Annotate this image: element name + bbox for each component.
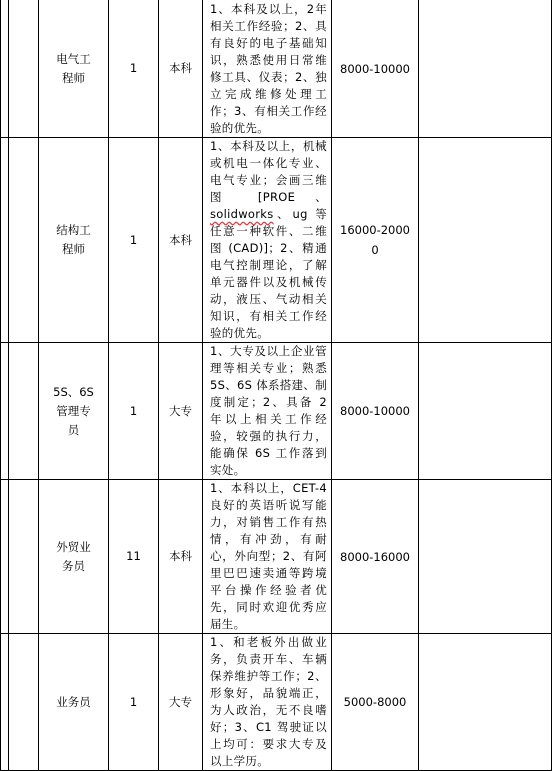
requirements — [203, 138, 332, 343]
table-row — [1, 634, 552, 771]
salary: 8000-16000 — [340, 549, 410, 564]
blank-cell — [419, 138, 552, 343]
table-row — [1, 0, 552, 138]
education: 大专 — [159, 343, 203, 480]
education: 大专 — [159, 634, 203, 771]
requirements-part: 1、本科及以上，机械或机电一体化专业、电气专业；会画三维图 [PROE 、 — [210, 139, 327, 204]
job-title: 结构工程师 — [56, 223, 91, 256]
education: 本科 — [159, 138, 203, 343]
requirements: 1、大专及以上企业管理等相关专业；熟悉5S、6S 体系搭建、制度制定；2、具备 2 年以上相关工作经验，较强的执行力，能确保 6S 工作落到实处。 — [203, 343, 332, 480]
table-row — [1, 343, 552, 480]
blank-cell — [9, 0, 39, 138]
salary: 8000-10000 — [340, 404, 410, 418]
blank-cell — [9, 138, 39, 343]
blank-cell — [419, 634, 552, 771]
headcount: 1 — [109, 634, 159, 771]
job-title: 电气工程师 — [56, 51, 91, 85]
salary: 8000-10000 — [340, 61, 410, 76]
salary: 16000-20000 — [340, 223, 410, 257]
blank-cell — [419, 480, 552, 634]
requirements-part-underlined: solidworks — [210, 207, 274, 221]
blank-cell — [1, 480, 9, 634]
requirements: 1、本科及以上，2年相关工作经验；2、具有良好的电子基础知识，熟悉使用日常维修工具、仪表；2、独立完成维修处理工作；3、有相关工作经验的优先。 — [203, 0, 332, 138]
requirements: 1、和老板外出做业务，负责开车、车辆保养维护等工作；2、形象好，品貌端正，为人政治，无不良嗜好；3、C1 驾驶证以上均可：要求大专及以上学历。 — [203, 634, 332, 771]
education: 本科 — [159, 480, 203, 634]
blank-cell — [9, 480, 39, 634]
blank-cell — [1, 634, 9, 771]
blank-cell — [1, 343, 9, 480]
blank-cell — [419, 343, 552, 480]
salary: 5000-8000 — [343, 695, 407, 709]
headcount: 1 — [109, 138, 159, 343]
headcount: 1 — [109, 343, 159, 480]
job-title: 外贸业务员 — [56, 539, 91, 573]
requirements: 1、本科以上，CET-4良好的英语听说写能力，对销售工作有热情，有冲劲，有耐心，外向型；2、有阿里巴巴速卖通等跨境平台操作经验者优先，同时欢迎优秀应届生。 — [203, 480, 332, 634]
job-title: 5S、6S管理专员 — [53, 384, 94, 437]
job-title: 业务员 — [56, 694, 91, 709]
table-row — [1, 138, 552, 343]
headcount: 11 — [109, 480, 159, 634]
headcount: 1 — [109, 0, 159, 138]
blank-cell — [9, 634, 39, 771]
blank-cell — [419, 0, 552, 138]
table-row — [1, 480, 552, 634]
blank-cell — [1, 138, 9, 343]
blank-cell — [9, 343, 39, 480]
education: 本科 — [159, 0, 203, 138]
blank-cell — [1, 0, 9, 138]
requirements-part: 、ug 等任意一种软件、二维图 (CAD)]；2、精通电气控制理论，了解单元器件以及机械传动，液压、气动相关知识，有相关工作经验的优先。 — [210, 207, 327, 340]
